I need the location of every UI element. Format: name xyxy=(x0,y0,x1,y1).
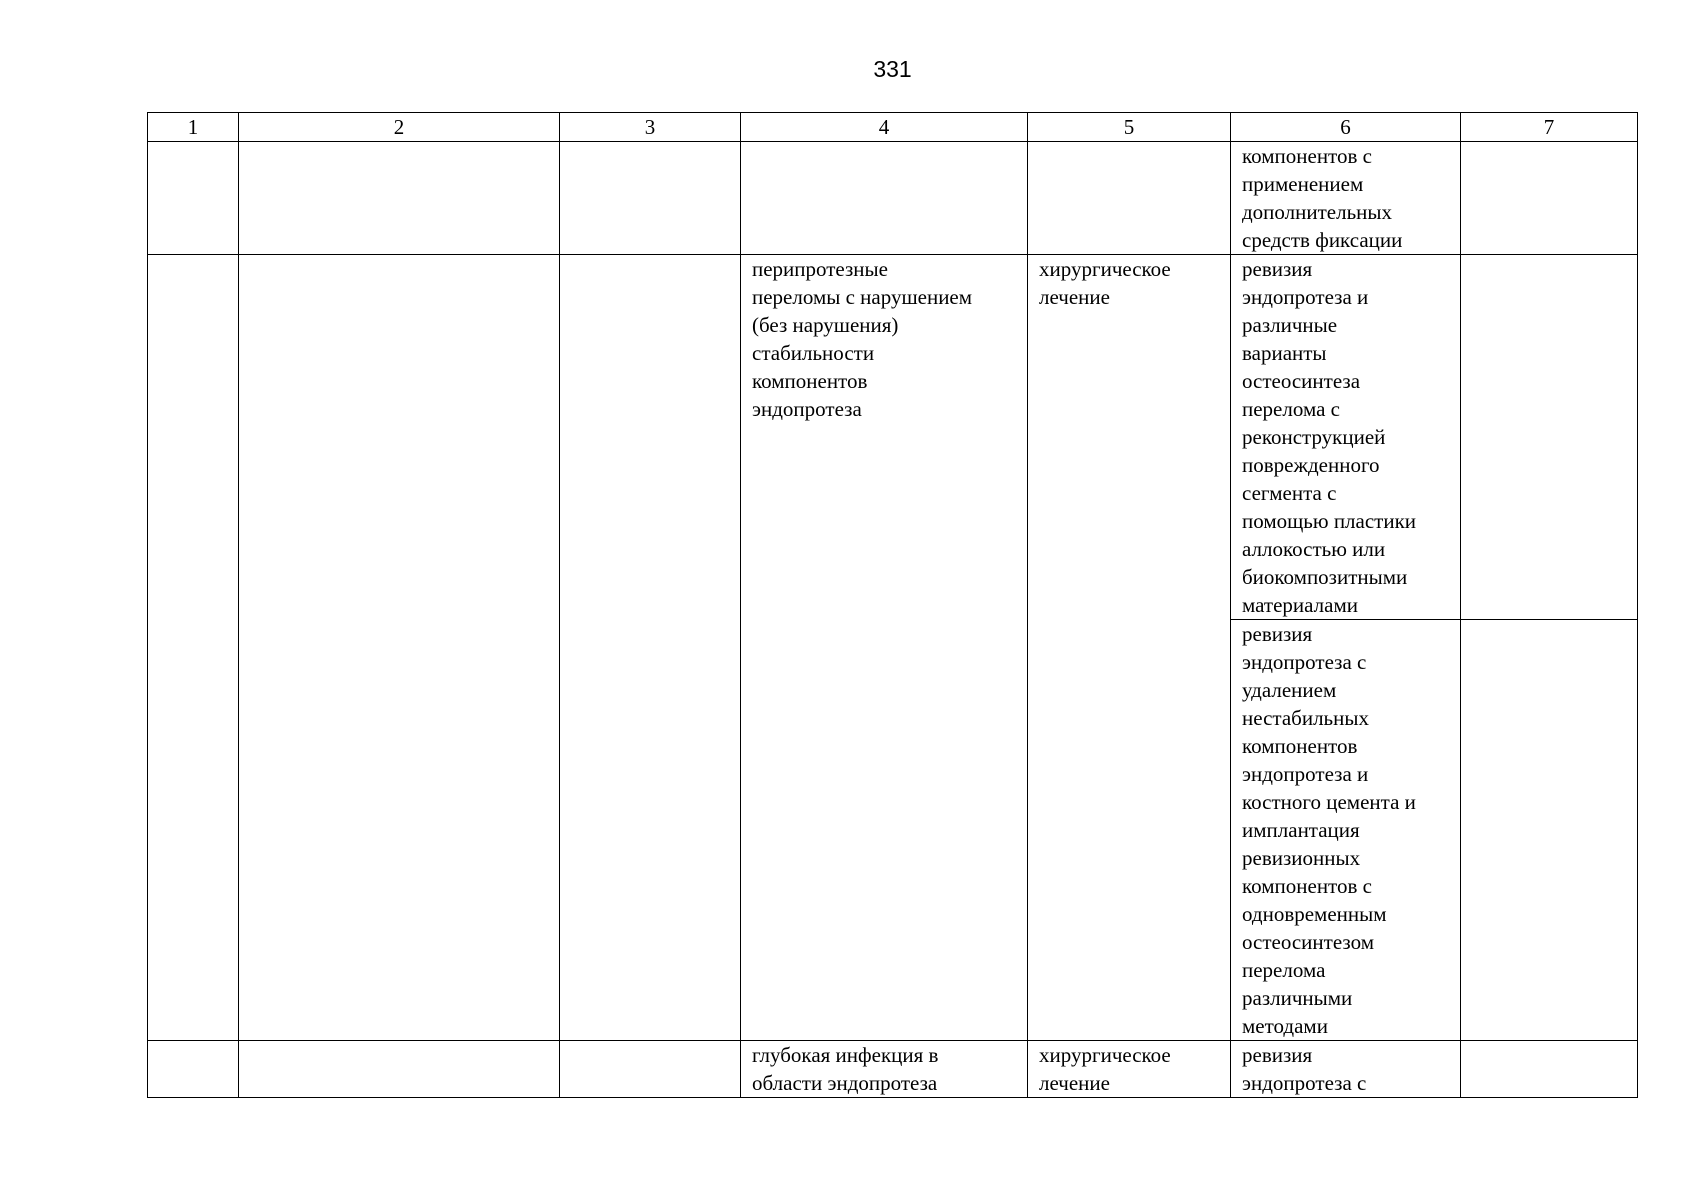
cell-text: компонентов с применением дополнительных средств фиксации xyxy=(1242,144,1403,252)
column-header-6: 6 xyxy=(1231,113,1461,142)
table-cell xyxy=(148,1041,239,1098)
table-cell xyxy=(741,1041,1028,1098)
cell-text: ревизия эндопротеза с xyxy=(1242,1043,1367,1095)
cell-text: хирургическое лечение xyxy=(1039,1043,1171,1095)
table-cell xyxy=(1231,1041,1461,1098)
table-cell xyxy=(1461,620,1638,1041)
table-cell xyxy=(148,255,239,1041)
table-cell xyxy=(239,142,560,255)
table-cell xyxy=(239,255,560,1041)
table-cell xyxy=(148,142,239,255)
table-row xyxy=(148,255,1638,620)
document-table xyxy=(147,112,1638,1098)
table-cell xyxy=(560,1041,741,1098)
table-cell xyxy=(560,255,741,1041)
table-row xyxy=(148,1041,1638,1098)
cell-text: ревизия эндопротеза с удалением нестабильных компонентов эндопротеза и костного цемента и имплантация ревизионных компонентов с одновременным остеосинтезом перелома различными методами xyxy=(1242,622,1416,1038)
column-header-3: 3 xyxy=(560,113,741,142)
table-cell xyxy=(1461,142,1638,255)
table-cell xyxy=(1231,620,1461,1041)
table-header-row xyxy=(148,113,1638,142)
page-number: 331 xyxy=(873,56,912,82)
cell-text: глубокая инфекция в области эндопротеза xyxy=(752,1043,939,1095)
table-cell xyxy=(1028,1041,1231,1098)
table-cell xyxy=(1231,255,1461,620)
column-header-5: 5 xyxy=(1028,113,1231,142)
table-cell xyxy=(1231,142,1461,255)
table-cell xyxy=(741,142,1028,255)
table-cell xyxy=(1461,255,1638,620)
column-header-1: 1 xyxy=(148,113,239,142)
table-cell xyxy=(560,142,741,255)
table-cell xyxy=(239,1041,560,1098)
table-cell xyxy=(1028,142,1231,255)
column-header-4: 4 xyxy=(741,113,1028,142)
cell-text: хирургическое лечение xyxy=(1039,257,1171,309)
table-cell xyxy=(1028,255,1231,1041)
table-cell xyxy=(1461,1041,1638,1098)
table-row xyxy=(148,142,1638,255)
cell-text: ревизия эндопротеза и различные варианты остеосинтеза перелома с реконструкцией поврежденного сегмента с помощью пластики аллокостью или биокомпозитными материалами xyxy=(1242,257,1417,617)
column-header-7: 7 xyxy=(1461,113,1638,142)
cell-text: перипротезные переломы с нарушением (без нарушения) стабильности компонентов эндопротеза xyxy=(752,257,973,421)
column-header-2: 2 xyxy=(239,113,560,142)
table-cell xyxy=(741,255,1028,1041)
